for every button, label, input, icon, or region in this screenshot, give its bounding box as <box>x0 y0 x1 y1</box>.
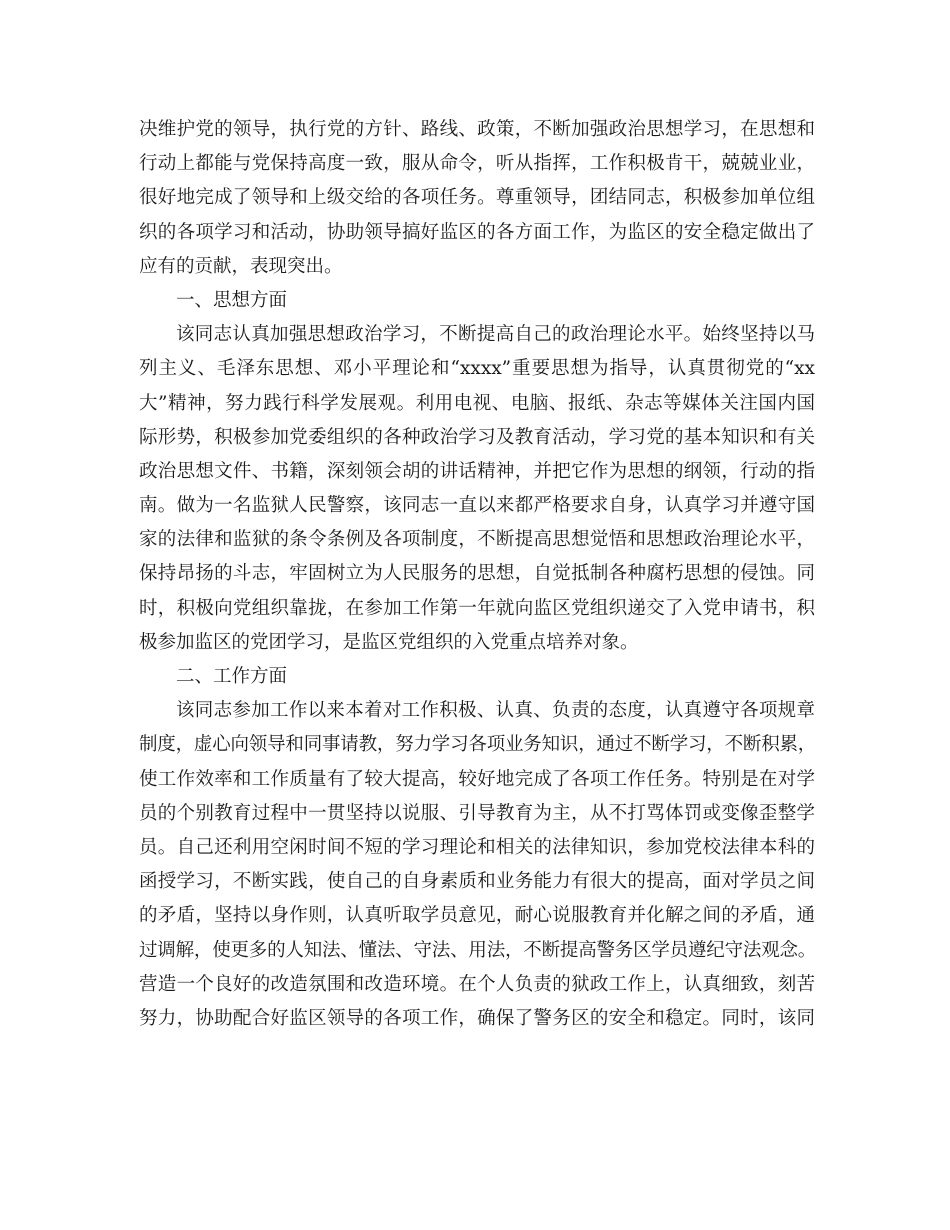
section-heading-work: 二、工作方面 <box>176 666 288 687</box>
text-line: 列主义、毛泽东思想、邓小平理论和“xxxx”重要思想为指导，认真贯彻党的“xx <box>139 358 815 380</box>
text-line: 大”精神，努力践行科学发展观。利用电视、电脑、报纸、杂志等媒体关注国内国 <box>139 392 815 414</box>
paragraph-work <box>139 694 815 1036</box>
text-line: 织的各项学习和活动，协助领导搞好监区的各方面工作，为监区的安全稳定做出了 <box>139 221 815 243</box>
text-line: 保持昂扬的斗志，牢固树立为人民服务的思想，自觉抵制各种腐朽思想的侵蚀。同 <box>139 563 815 585</box>
text-line: 南。做为一名监狱人民警察，该同志一直以来都严格要求自身，认真学习并遵守国 <box>139 495 815 517</box>
document-body <box>139 113 815 1036</box>
text-line: 极参加监区的党团学习，是监区党组织的入党重点培养对象。 <box>139 631 639 653</box>
text-line: 过调解，使更多的人知法、懂法、守法、用法，不断提高警务区学员遵纪守法观念。 <box>139 939 817 961</box>
paragraph-intro <box>139 113 815 284</box>
text-line: 函授学习，不断实践，使自己的自身素质和业务能力有很大的提高，面对学员之间 <box>139 871 815 893</box>
text-line: 的矛盾，坚持以身作则，认真听取学员意见，耐心说服教育并化解之间的矛盾，通 <box>139 905 815 927</box>
text-line: 营造一个良好的改造氛围和改造环境。在个人负责的狱政工作上，认真细致，刻苦 <box>139 973 815 995</box>
text-line: 行动上都能与党保持高度一致，服从命令，听从指挥，工作积极肯干，兢兢业业， <box>139 153 815 175</box>
section-heading-thought: 一、思想方面 <box>176 289 288 311</box>
text-line: 政治思想文件、书籍，深刻领会胡的讲话精神，并把它作为思想的纲领，行动的指 <box>139 460 815 482</box>
text-line: 员的个别教育过程中一贯坚持以说服、引导教育为主，从不打骂体罚或变像歪整学 <box>139 802 815 824</box>
text-line: 努力，协助配合好监区领导的各项工作，确保了警务区的安全和稳定。同时，该同 <box>139 1007 815 1029</box>
text-line: 该同志认真加强思想政治学习，不断提高自己的政治理论水平。始终坚持以马 <box>176 324 815 346</box>
text-line: 际形势，积极参加党委组织的各种政治学习及教育活动，学习党的基本知识和有关 <box>139 426 815 448</box>
text-line: 时，积极向党组织靠拢，在参加工作第一年就向监区党组织递交了入党申请书，积 <box>139 597 815 619</box>
text-line: 员。自己还利用空闲时间不短的学习理论和相关的法律知识，参加党校法律本科的 <box>139 836 815 858</box>
text-line: 应有的贡献，表现突出。 <box>139 255 343 277</box>
text-line: 家的法律和监狱的条令条例及各项制度，不断提高思想觉悟和思想政治理论水平， <box>139 529 815 551</box>
text-line: 很好地完成了领导和上级交给的各项任务。尊重领导，团结同志，积极参加单位组 <box>139 187 815 209</box>
text-line: 该同志参加工作以来本着对工作积极、认真、负责的态度，认真遵守各项规章 <box>176 700 815 722</box>
text-line: 决维护党的领导，执行党的方针、路线、政策，不断加强政治思想学习，在思想和 <box>139 119 815 140</box>
paragraph-thought <box>139 318 815 660</box>
text-line: 制度，虚心向领导和同事请教，努力学习各项业务知识，通过不断学习，不断积累， <box>139 734 817 756</box>
text-line: 使工作效率和工作质量有了较大提高，较好地完成了各项工作任务。特别是在对学 <box>139 768 815 790</box>
